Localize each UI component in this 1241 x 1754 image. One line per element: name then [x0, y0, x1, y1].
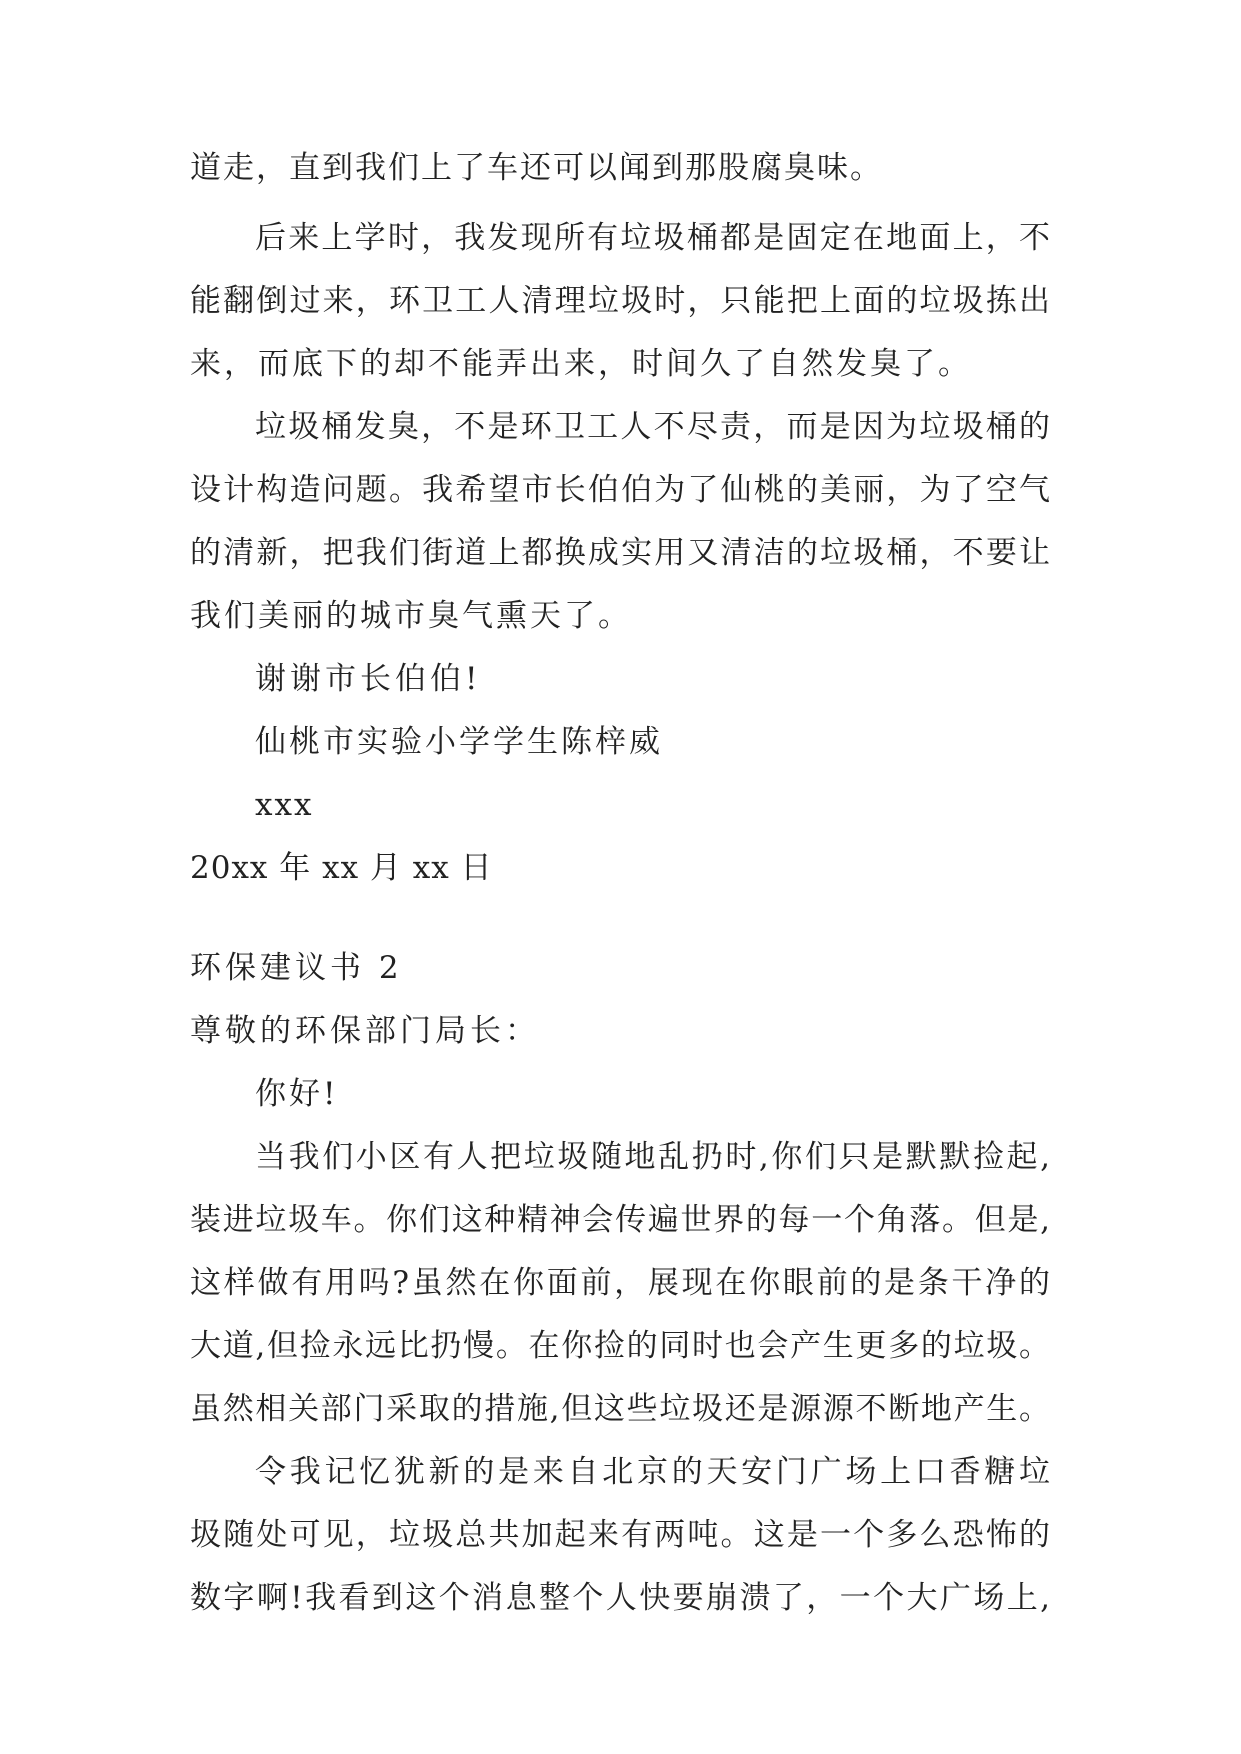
paragraph-line: 我们美丽的城市臭气熏天了。: [190, 598, 632, 634]
paragraph-line: 垃圾桶发臭，不是环卫工人不尽责，而是因为垃圾桶的: [255, 409, 1050, 445]
paragraph-line: 虽然相关部门采取的措施,但这些垃圾还是源源不断地产生。: [190, 1391, 1050, 1427]
paragraph-line: 装进垃圾车。你们这种精神会传遍世界的每一个角落。但是,: [190, 1202, 1050, 1238]
paragraph-line: 圾随处可见，垃圾总共加起来有两吨。这是一个多么恐怖的: [190, 1517, 1050, 1553]
closing-thanks: 谢谢市长伯伯!: [255, 661, 482, 697]
paragraph-line: 道走，直到我们上了车还可以闻到那股腐臭味。: [190, 150, 883, 186]
paragraph-line: 当我们小区有人把垃圾随地乱扔时,你们只是默默捡起,: [255, 1139, 1050, 1175]
paragraph-line: 后来上学时，我发现所有垃圾桶都是固定在地面上，不: [255, 220, 1050, 256]
paragraph-line: 能翻倒过来，环卫工人清理垃圾时，只能把上面的垃圾拣出: [190, 283, 1050, 319]
signer-name: xxx: [255, 787, 314, 823]
paragraph-line: 来，而底下的却不能弄出来，时间久了自然发臭了。: [190, 346, 972, 382]
paragraph-line: 这样做有用吗?虽然在你面前，展现在你眼前的是条干净的: [190, 1265, 1050, 1301]
greeting: 你好!: [255, 1076, 339, 1112]
paragraph-line: 令我记忆犹新的是来自北京的天安门广场上口香糖垃: [255, 1454, 1050, 1490]
salutation: 尊敬的环保部门局长：: [190, 1013, 540, 1049]
paragraph-line: 设计构造问题。我希望市长伯伯为了仙桃的美丽，为了空气: [190, 472, 1050, 508]
section-title: 环保建议书 2: [190, 950, 403, 986]
paragraph-line: 数字啊!我看到这个消息整个人快要崩溃了，一个大广场上,: [190, 1580, 1050, 1616]
signature: 仙桃市实验小学学生陈梓威: [255, 724, 663, 760]
paragraph-line: 的清新，把我们街道上都换成实用又清洁的垃圾桶，不要让: [190, 535, 1050, 571]
paragraph-line: 大道,但捡永远比扔慢。在你捡的同时也会产生更多的垃圾。: [190, 1328, 1050, 1364]
date: 20xx 年 xx 月 xx 日: [190, 850, 493, 886]
